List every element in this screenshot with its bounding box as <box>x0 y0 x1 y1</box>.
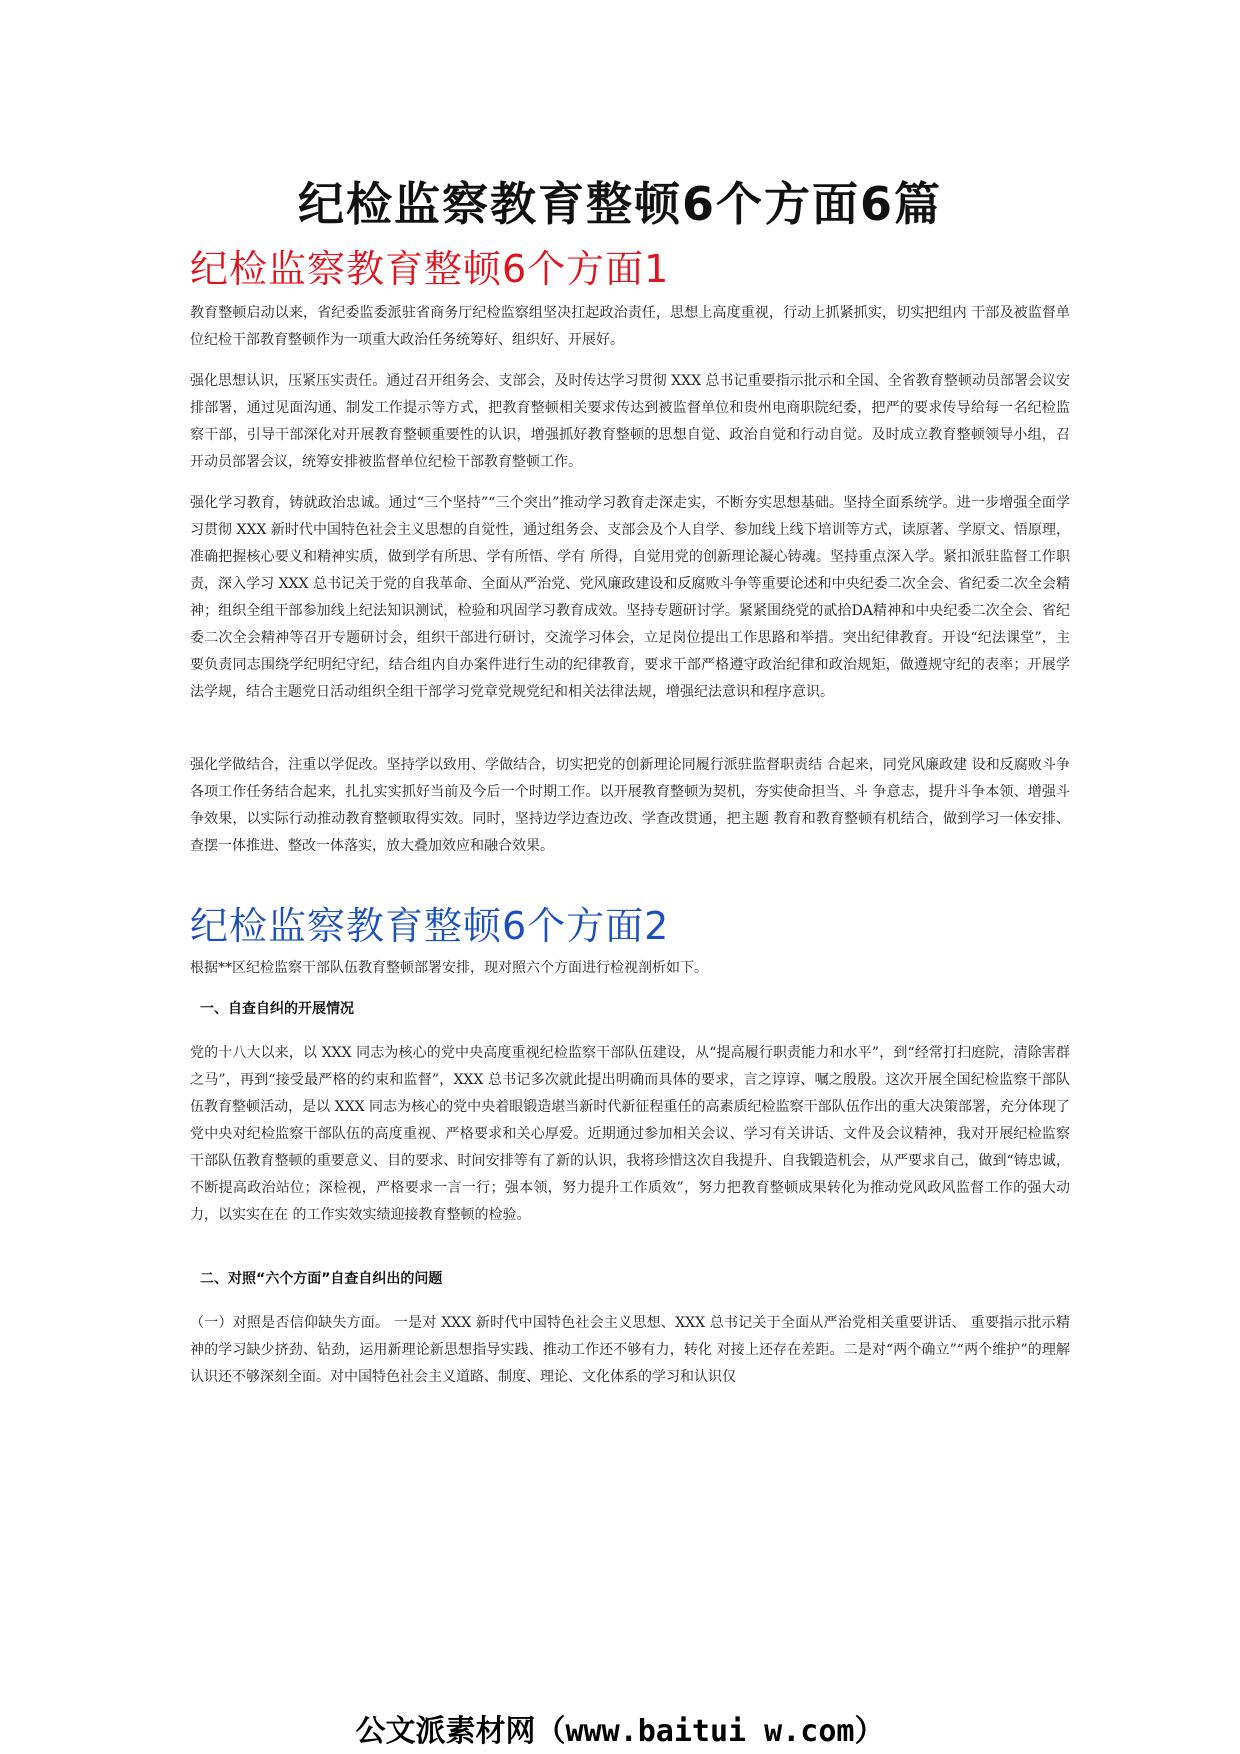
section-1-heading: 纪检监察教育整顿6个方面1 <box>190 247 670 291</box>
paragraph: （一）对照是否信仰缺失方面。 一是对 XXX 新时代中国特色社会主义思想、XXX 总书记关于全面从严治党相关重要讲话、 重要指示批示精神的学习缺少挤劲、钻劲，运用新理论新思想指导实践、推动工作还不够有力，转化 对接上还存在差距。二是对“两个确立”“两个维护”的理解认识还不够深刻全面。对中国特色社会主义道路、制度、理论、文化体系的学习和认识仅 <box>190 1315 1070 1385</box>
paragraph: 强化学做结合，注重以学促改。坚持学以致用、学做结合，切实把党的创新理论同履行派驻监督职责结 合起来，同党风廉政建 设和反腐败斗争各项工作任务结合起来，扎扎实实抓好当前及今后一个时期工作。以开展教育整顿为契机，夯实使命担当、斗 争意志，提升斗争本领、增强斗争效果，以实际行动推动教育整顿取得实效。同时，坚持边学边查边改、学查改贯通，把主题 教育和教育整顿有机结合，做到学习一体安排、查摆一体推进、整改一体落实，放大叠加效应和融合效果。 <box>190 757 1070 854</box>
section-1 <box>190 238 1070 293</box>
paragraph: 强化学习教育，铸就政治忠诚。通过“三个坚持”“三个突出”推动学习教育走深走实，不断夯实思想基础。坚持全面系统学。进一步增强全面学习贯彻 XXX 新时代中国特色社会主义思想的自觉性，通过组务会、支部会及个人自学、参加线上线下培训等方式，读原著、学原文、悟原理，准确把握核心要义和精神实质，做到学有所思、学有所悟、学有 所得，自觉用党的创新理论凝心铸魂。坚持重点深入学。紧扣派驻监督工作职责，深入学习 XXX 总书记关于党的自我革命、全面从严治党、党风廉政建设和反腐败斗争等重要论述和中央纪委二次全会、省纪委二次全会精神；组织全组干部参加线上纪法知识测试，检验和巩固学习教育成效。坚持专题研讨学。紧紧围绕党的贰拾DA精神和中央纪委二次全会、省纪委二次全会精神等召开专题研讨会，组织干部进行研讨，交流学习体会，立足岗位提出工作思路和举措。突出纪律教育。开设“纪法课堂”，主要负责同志围绕学纪明纪守纪，结合组内自办案件进行生动的纪律教育，要求干部严格遵守政治纪律和政治规矩，做遵规守纪的表率；开展学法学规，结合主题党日活动组织全组干部学习党章党规党纪和相关法律法规，增强纪法意识和程序意识。 <box>190 495 1070 700</box>
paragraph-block <box>190 1310 1070 1391</box>
paragraph-block <box>190 955 1070 982</box>
subheading-2: 二、对照“六个方面”自查自纠出的问题 <box>200 1271 443 1287</box>
section-2-heading: 纪检监察教育整顿6个方面2 <box>190 904 670 948</box>
paragraph-block <box>190 368 1070 476</box>
paragraph: 教育整顿启动以来，省纪委监委派驻省商务厅纪检监察组坚决扛起政治责任，思想上高度重视，行动上抓紧抓实，切实把组内 干部及被监督单位纪检干部教育整顿作为一项重大政治任务统筹好、组织好、开展好。 <box>190 305 1070 348</box>
subheading-1: 一、自查自纠的开展情况 <box>200 1001 354 1017</box>
footer-watermark: 公文派素材网（www.baitui w.com） <box>355 1714 885 1749</box>
subheading-block <box>200 998 1080 1018</box>
paragraph: 强化思想认识，压紧压实责任。通过召开组务会、支部会，及时传达学习贯彻 XXX 总书记重要指示批示和全国、全省教育整顿动员部署会议安排部署，通过见面沟通、制发工作提示等方式，把教育整顿相关要求传达到被监督单位和贵州电商职院纪委，把严的要求传导给每一名纪检监察干部，引导干部深化对开展教育整顿重要性的认识，增强抓好教育整顿的思想自觉、政治自觉和行动自觉。及时成立教育整顿领导小组，召开动员部署会议，统筹安排被监督单位纪检干部教育整顿工作。 <box>190 373 1070 470</box>
subheading-block <box>200 1268 1080 1288</box>
section-2 <box>190 895 1070 950</box>
paragraph-block <box>190 752 1070 860</box>
paragraph: 党的十八大以来，以 XXX 同志为核心的党中央高度重视纪检监察干部队伍建设，从“提高履行职责能力和水平”，到“经常打扫庭院，清除害群之马”，再到“接受最严格的约束和监督”，XXX 总书记多次就此提出明确而具体的要求，言之谆谆、嘱之殷殷。这次开展全国纪检监察干部队伍教育整顿活动，是以 XXX 同志为核心的党中央着眼锻造堪当新时代新征程重任的高素质纪检监察干部队伍作出的重大决策部署，充分体现了党中央对纪检监察干部队伍的高度重视、严格要求和关心厚爱。近期通过参加相关会议、学习有关讲话、文件及会议精神，我对开展纪检监察干部队伍教育整顿的重要意义、目的要求、时间安排等有了新的认识，我将珍惜这次自我提升、自我锻造机会，从严要求自己，做到“铸忠诚，不断提高政治站位；深检视，严格要求一言一行；强本领，努力提升工作质效”，努力把教育整顿成果转化为推动党风政风监督工作的强大动力，以实实在在 的工作实效实绩迎接教育整顿的检验。 <box>190 1045 1070 1223</box>
document-title: 纪检监察教育整顿6个方面6篇 <box>297 177 942 231</box>
paragraph-block <box>190 1040 1070 1229</box>
section-1-body <box>190 300 1070 354</box>
section-2-intro: 根据**区纪检监察干部队伍教育整顿部署安排，现对照六个方面进行检视剖析如下。 <box>190 960 708 976</box>
paragraph-block <box>190 490 1070 706</box>
